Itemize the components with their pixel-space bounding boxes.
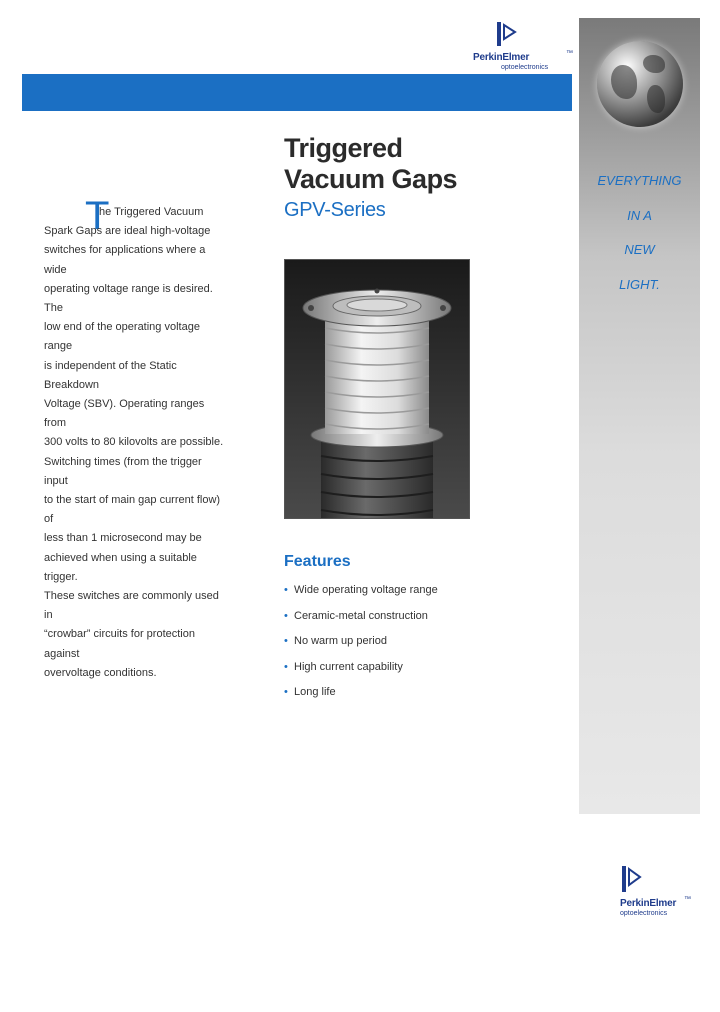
intro-line: less than 1 microsecond may be <box>44 532 202 545</box>
slogan-line-3: NEW <box>624 242 655 257</box>
page-subtitle: GPV-Series <box>284 199 386 221</box>
page-title <box>284 133 457 195</box>
perkinelmer-logo-mark-icon <box>620 866 646 892</box>
feature-item: • No warm up period <box>284 631 438 657</box>
feature-item: • Wide operating voltage range <box>284 580 438 606</box>
product-photo <box>284 259 470 519</box>
logo-tagline: optoelectronics <box>501 64 549 71</box>
globe-icon <box>597 41 683 127</box>
logo-brand: PerkinElmer <box>620 898 677 909</box>
sidebar-panel <box>579 18 700 814</box>
intro-line: These switches are commonly used in <box>44 590 219 622</box>
intro-line: 300 volts to 80 kilovolts are possible. <box>44 436 224 449</box>
logo-tagline: optoelectronics <box>620 910 668 917</box>
feature-item: • Long life <box>284 682 438 708</box>
intro-line: low end of the operating voltage range <box>44 321 200 353</box>
feature-item: • High current capability <box>284 657 438 683</box>
drop-cap: T <box>85 194 110 238</box>
logo-brand: PerkinElmer <box>473 52 530 63</box>
intro-line: overvoltage conditions. <box>44 666 157 679</box>
perkinelmer-logo-mark-icon <box>495 22 521 46</box>
slogan-line-1: EVERYTHING <box>597 173 682 188</box>
intro-line: is independent of the Static Breakdown <box>44 359 177 391</box>
feature-item: • Ceramic-metal construction <box>284 606 438 632</box>
title-line-1: Triggered <box>284 133 403 163</box>
features-list <box>284 580 438 708</box>
intro-line: switches for applications where a wide <box>44 244 206 276</box>
title-line-2: Vacuum Gaps <box>284 164 458 194</box>
perkinelmer-logo-top <box>473 22 573 72</box>
logo-tm: ™ <box>566 50 573 57</box>
intro-line: he Triggered Vacuum <box>99 206 204 218</box>
perkinelmer-logo-bottom <box>620 866 720 922</box>
intro-line: “crowbar” circuits for protection against <box>44 628 195 660</box>
intro-line: achieved when using a suitable trigger. <box>44 551 197 583</box>
logo-tm: ™ <box>684 896 691 903</box>
intro-line: Voltage (SBV). Operating ranges from <box>44 398 205 430</box>
intro-line: to the start of main gap current flow) of <box>44 494 221 526</box>
intro-line: Spark Gaps are ideal high-voltage <box>44 225 211 238</box>
header-bar <box>22 74 572 111</box>
slogan-line-4: LIGHT. <box>619 277 660 292</box>
slogan-line-2: IN A <box>627 208 652 223</box>
intro-paragraph <box>44 203 228 683</box>
features-heading: Features <box>284 553 351 570</box>
intro-line: operating voltage range is desired. The <box>44 282 213 315</box>
intro-line: Switching times (from the trigger input <box>44 455 202 487</box>
